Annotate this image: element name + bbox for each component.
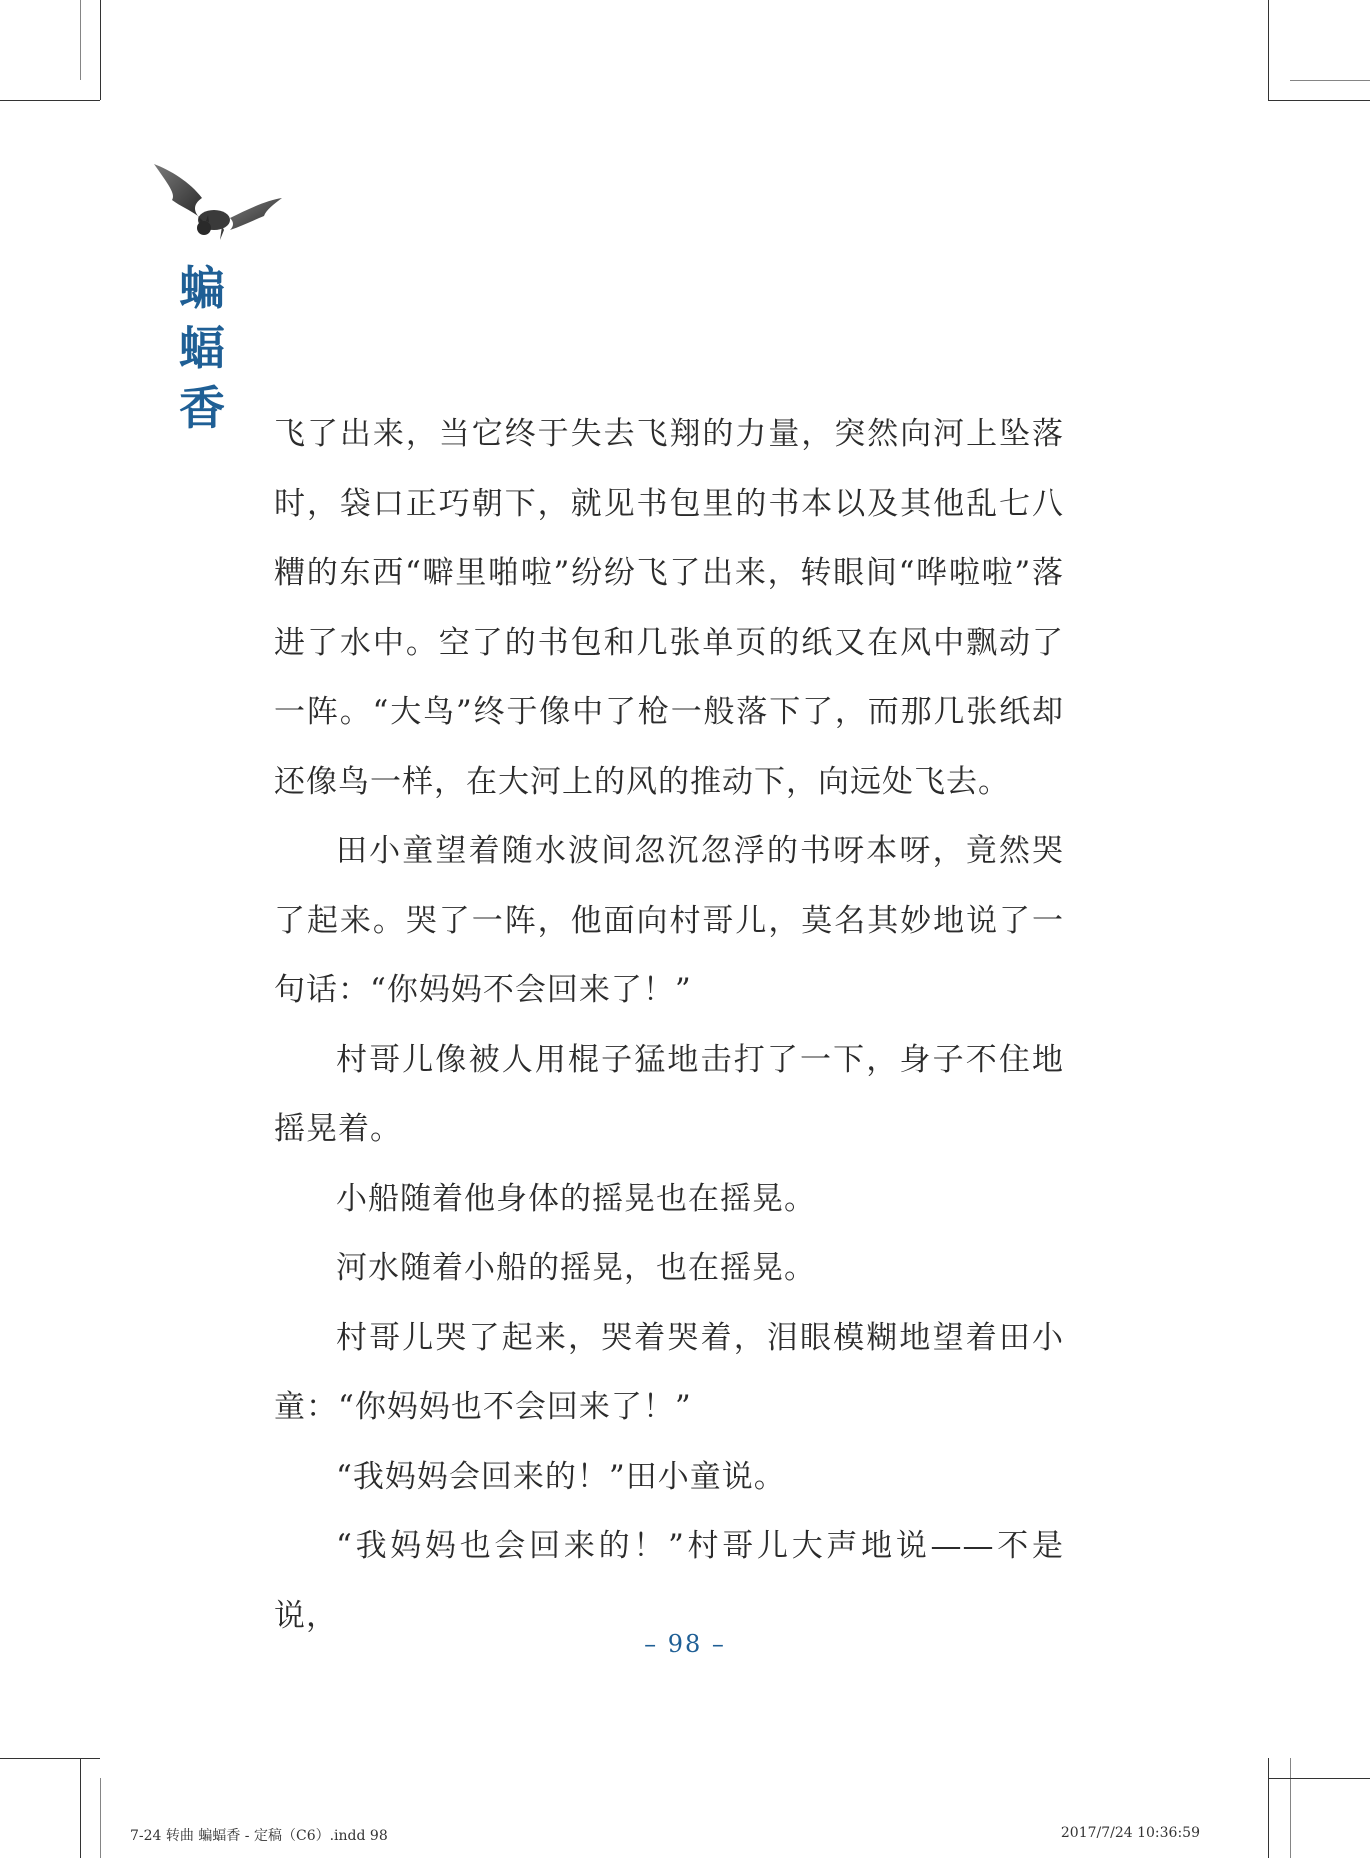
paragraph: “我妈妈也会回来的！”村哥儿大声地说——不是说， — [274, 1528, 1064, 1634]
paragraph: 田小童望着随水波间忽沉忽浮的书呀本呀，竟然哭了起来。哭了一阵，他面向村哥儿，莫名其妙地说了一句话：“你妈妈不会回来了！” — [274, 833, 1064, 1008]
crop-mark-top-left-v — [100, 0, 101, 100]
bat-icon — [150, 160, 285, 250]
title-char: 香 — [179, 381, 225, 435]
page-number: – 98 – — [644, 1630, 726, 1658]
crop-mark-top-right-h2 — [1290, 80, 1370, 81]
title-char: 蝙 — [179, 261, 225, 315]
crop-mark-bottom-right-v — [1268, 1758, 1269, 1858]
crop-mark-bottom-left-v — [80, 1758, 81, 1858]
paragraph: 小船随着他身体的摇晃也在摇晃。 — [336, 1180, 816, 1217]
crop-mark-top-left-v2 — [80, 0, 81, 80]
crop-mark-top-left-h — [0, 100, 100, 101]
crop-mark-bottom-left-v2 — [100, 1778, 101, 1858]
paragraph: 村哥儿哭了起来，哭着哭着，泪眼模糊地望着田小童：“你妈妈也不会回来了！” — [274, 1319, 1064, 1425]
crop-mark-bottom-right-h — [1268, 1778, 1370, 1779]
title-char: 蝠 — [179, 321, 225, 375]
crop-mark-bottom-left-h — [0, 1758, 100, 1759]
paragraph: 河水随着小船的摇晃，也在摇晃。 — [336, 1250, 816, 1286]
body-text — [274, 400, 1064, 1651]
paragraph: 飞了出来，当它终于失去飞翔的力量，突然向河上坠落时，袋口正巧朝下，就见书包里的书本以及其他乱七八糟的东西“噼里啪啦”纷纷飞了出来，转眼间“哗啦啦”落进了水中。空了的书包和几张单页的纸又在风中飘动了一阵。“大鸟”终于像中了枪一般落下了，而那几张纸却还像鸟一样，在大河上的风的推动下，向远处飞去。 — [274, 416, 1064, 800]
crop-mark-top-right-h — [1268, 100, 1370, 101]
crop-mark-top-right-v — [1268, 0, 1269, 100]
footer-file-info: 7-24 转曲 蝙蝠香 - 定稿（C6）.indd 98 — [130, 1828, 388, 1844]
footer-timestamp: 2017/7/24 10:36:59 — [1060, 1825, 1200, 1841]
crop-mark-bottom-right-v2 — [1290, 1758, 1291, 1858]
chapter-title-vertical — [172, 258, 232, 438]
paragraph: 村哥儿像被人用棍子猛地击打了一下，身子不住地摇晃着。 — [274, 1041, 1064, 1147]
paragraph: “我妈妈会回来的！”田小童说。 — [336, 1458, 786, 1495]
